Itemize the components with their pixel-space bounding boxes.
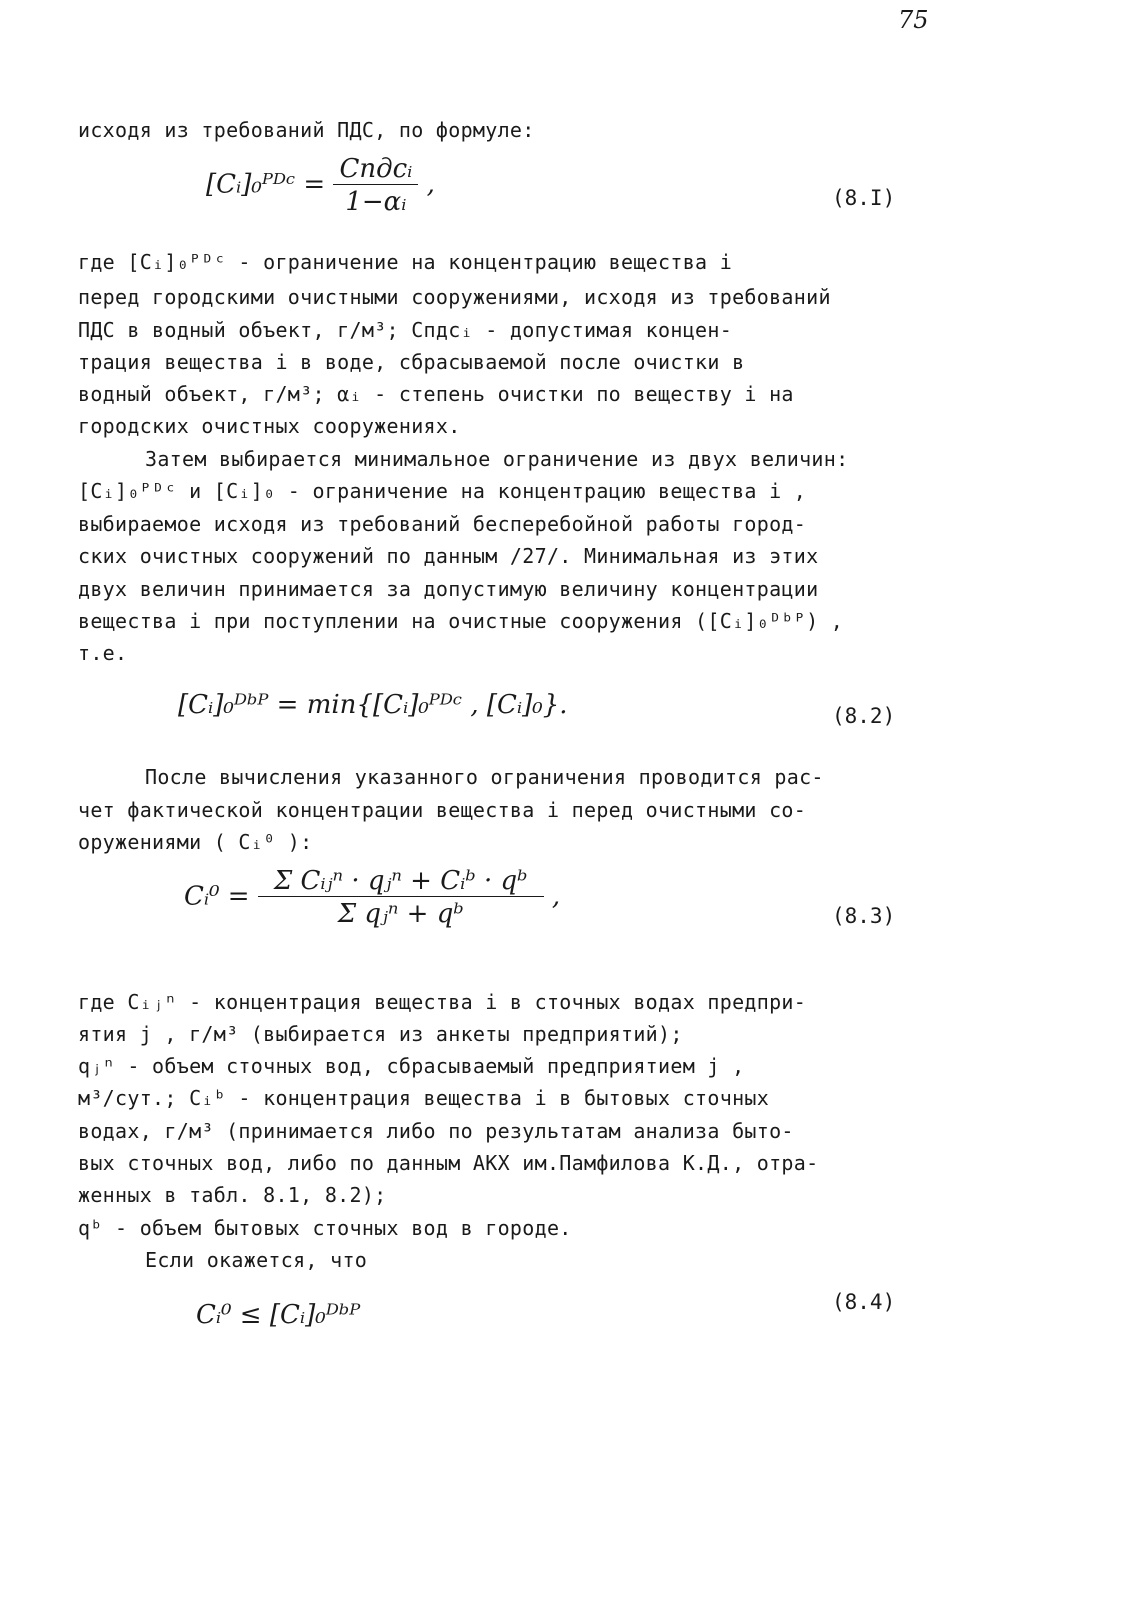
formula-8-1-denominator: 1−αᵢ	[345, 187, 407, 217]
text-line-10: выбираемое исходя из требований бесперебойной работы город-	[78, 512, 807, 536]
text-line-4: ПДС в водный объект, г/м³; Cпдсᵢ - допустимая концен-	[78, 318, 733, 342]
text-line-17: оружениями ( Cᵢ⁰ ):	[78, 830, 313, 854]
text-line-12: двух величин принимается за допустимую величину концентрации	[78, 577, 819, 601]
text-line-8: Затем выбирается минимальное ограничение из двух величин:	[145, 447, 849, 471]
text-line-18: где Cᵢⱼⁿ - концентрация вещества i в сточных водах предпри-	[78, 990, 807, 1014]
formula-8-1-fraction	[333, 154, 418, 217]
text-line-3: перед городскими очистными сооружениями, исходя из требований	[78, 285, 831, 309]
text-line-25: qᵇ - объем бытовых сточных вод в городе.	[78, 1216, 572, 1240]
equation-number-8-1: (8.I)	[832, 186, 896, 210]
formula-8-3	[184, 866, 560, 929]
equation-number-8-3: (8.3)	[832, 904, 896, 928]
text-line-26: Если окажется, что	[145, 1248, 368, 1272]
formula-8-3-denominator: Σ qⱼⁿ + qᵇ	[337, 899, 464, 929]
equation-number-8-2: (8.2)	[832, 704, 896, 728]
text-line-11: ских очистных сооружений по данным /27/. Минимальная из этих	[78, 544, 819, 568]
equation-number-8-4: (8.4)	[832, 1290, 896, 1314]
text-line-15: После вычисления указанного ограничения проводится рас-	[145, 765, 824, 789]
text-line-5: трация вещества i в воде, сбрасываемой после очистки в	[78, 350, 745, 374]
text-line-20: qⱼⁿ - объем сточных вод, сбрасываемый предприятием j ,	[78, 1054, 745, 1078]
text-line-23: вых сточных вод, либо по данным АКХ им.Памфилова К.Д., отра-	[78, 1151, 819, 1175]
formula-8-1	[206, 154, 435, 217]
text-line-2: где [Cᵢ]₀ᴾᴰᶜ - ограничение на концентрацию вещества i	[78, 250, 733, 274]
text-line-6: водный объект, г/м³; αᵢ - степень очистки по веществу i на	[78, 382, 794, 406]
formula-8-1-lhs: [Cᵢ]₀ᴾᴰᶜ =	[206, 169, 326, 200]
formula-8-3-numerator: Σ Cᵢⱼⁿ · qⱼⁿ + Cᵢᵇ · qᵇ	[258, 866, 544, 897]
formula-8-1-tail: ,	[426, 169, 435, 200]
formula-8-1-numerator: Cпдсᵢ	[333, 154, 418, 185]
text-line-21: м³/сут.; Cᵢᵇ - концентрация вещества i в бытовых сточных	[78, 1086, 770, 1110]
formula-8-2: [Cᵢ]₀ᴰᵇᴾ = min{[Cᵢ]₀ᴾᴰᶜ , [Cᵢ]₀}.	[178, 690, 568, 720]
text-line-14: т.е.	[78, 641, 128, 665]
page-number: 75	[898, 6, 929, 34]
text-line-16: чет фактической концентрации вещества i перед очистными со-	[78, 798, 807, 822]
text-line-7: городских очистных сооружениях.	[78, 414, 461, 438]
formula-8-3-lhs: Cᵢ⁰ =	[184, 881, 250, 912]
text-line-1: исходя из требований ПДС, по формуле:	[78, 118, 535, 142]
formula-8-3-fraction	[258, 866, 544, 929]
formula-8-4: Cᵢ⁰ ≤ [Cᵢ]₀ᴰᵇᴾ	[196, 1300, 361, 1330]
text-line-19: ятия j , г/м³ (выбирается из анкеты предприятий);	[78, 1022, 683, 1046]
text-line-24: женных в табл. 8.1, 8.2);	[78, 1183, 387, 1207]
text-line-13: вещества i при поступлении на очистные сооружения ([Cᵢ]₀ᴰᵇᴾ) ,	[78, 609, 844, 633]
text-line-9: [Cᵢ]₀ᴾᴰᶜ и [Cᵢ]₀ - ограничение на концентрацию вещества i ,	[78, 479, 807, 503]
formula-8-3-tail: ,	[551, 881, 561, 912]
text-line-22: водах, г/м³ (принимается либо по результатам анализа быто-	[78, 1119, 794, 1143]
